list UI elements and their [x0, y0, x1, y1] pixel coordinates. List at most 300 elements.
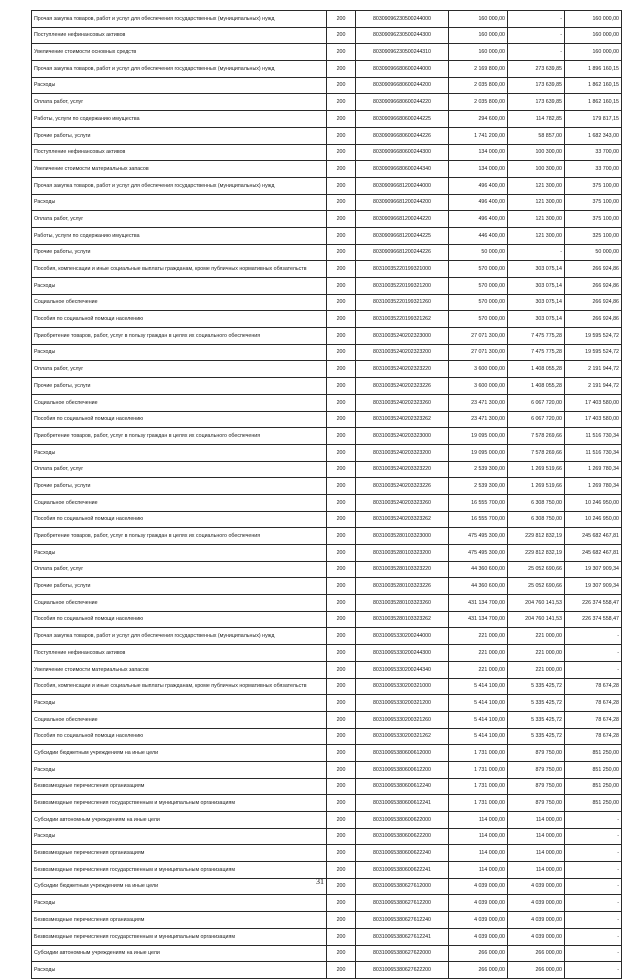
budget-code-cell: 80310035240202323220 [356, 361, 449, 378]
row-name-cell: Пособия, компенсации и иные социальные выплаты гражданам, кроме публичных нормативных обязательств [32, 261, 327, 278]
approved-amount-cell: 16 555 700,00 [449, 511, 508, 528]
executed-amount-cell: 879 750,00 [508, 761, 565, 778]
budget-code-cell: 80310035220199321260 [356, 294, 449, 311]
row-name-cell: Пособия по социальной помощи населению [32, 311, 327, 328]
approved-amount-cell: 160 000,00 [449, 27, 508, 44]
budget-code-cell: 80310035240203323260 [356, 494, 449, 511]
line-code-cell: 200 [327, 328, 356, 345]
unexecuted-amount-cell: - [565, 862, 622, 879]
executed-amount-cell: 4 039 000,00 [508, 878, 565, 895]
line-code-cell: 200 [327, 795, 356, 812]
table-row [32, 111, 622, 128]
approved-amount-cell: 160 000,00 [449, 44, 508, 61]
approved-amount-cell: 475 495 300,00 [449, 528, 508, 545]
table-row [32, 444, 622, 461]
budget-code-cell: 80310035280103323000 [356, 528, 449, 545]
table-row [32, 144, 622, 161]
executed-amount-cell: 1 408 055,28 [508, 378, 565, 395]
row-name-cell: Работы, услуги по содержанию имущества [32, 227, 327, 244]
row-name-cell: Расходы [32, 77, 327, 94]
budget-code-cell: 80310035280103323260 [356, 595, 449, 612]
unexecuted-amount-cell: 851 250,00 [565, 795, 622, 812]
line-code-cell: 200 [327, 528, 356, 545]
unexecuted-amount-cell: 160 000,00 [565, 44, 622, 61]
executed-amount-cell: 204 760 141,53 [508, 611, 565, 628]
budget-code-cell: 80310065380627612240 [356, 912, 449, 929]
approved-amount-cell: 2 169 800,00 [449, 61, 508, 78]
approved-amount-cell: 570 000,00 [449, 261, 508, 278]
approved-amount-cell: 19 095 000,00 [449, 428, 508, 445]
row-name-cell: Субсидии автономным учреждениям на иные цели [32, 945, 327, 962]
unexecuted-amount-cell: 179 817,15 [565, 111, 622, 128]
table-row [32, 661, 622, 678]
executed-amount-cell: 229 812 832,19 [508, 528, 565, 545]
unexecuted-amount-cell: - [565, 945, 622, 962]
budget-code-cell: 80310065330200244000 [356, 628, 449, 645]
budget-code-cell: 80310065380600622200 [356, 828, 449, 845]
line-code-cell: 200 [327, 595, 356, 612]
row-name-cell: Расходы [32, 695, 327, 712]
budget-code-cell: 80309096680600244225 [356, 111, 449, 128]
budget-code-cell: 80310065380600612241 [356, 795, 449, 812]
unexecuted-amount-cell: 10 246 950,00 [565, 511, 622, 528]
row-name-cell: Прочая закупка товаров, работ и услуг для обеспечения государственных (муниципальных) нужд [32, 11, 327, 28]
unexecuted-amount-cell: 245 682 467,81 [565, 545, 622, 562]
table-row [32, 828, 622, 845]
row-name-cell: Пособия, компенсации и иные социальные выплаты гражданам, кроме публичных нормативных обязательств [32, 678, 327, 695]
unexecuted-amount-cell: 325 100,00 [565, 227, 622, 244]
row-name-cell: Оплата работ, услуг [32, 361, 327, 378]
approved-amount-cell: 5 414 100,00 [449, 695, 508, 712]
budget-execution-table [31, 10, 622, 979]
executed-amount-cell: 303 075,14 [508, 278, 565, 295]
unexecuted-amount-cell: 17 403 580,00 [565, 394, 622, 411]
table-row [32, 812, 622, 829]
approved-amount-cell: 496 400,00 [449, 177, 508, 194]
unexecuted-amount-cell: 226 374 558,47 [565, 611, 622, 628]
budget-code-cell: 80310035240202323262 [356, 411, 449, 428]
table-row [32, 678, 622, 695]
budget-code-cell: 80310035220199321262 [356, 311, 449, 328]
line-code-cell: 200 [327, 411, 356, 428]
row-name-cell: Оплата работ, услуг [32, 211, 327, 228]
line-code-cell: 200 [327, 628, 356, 645]
budget-code-cell: 80309096230500244310 [356, 44, 449, 61]
unexecuted-amount-cell: 19 307 909,34 [565, 561, 622, 578]
executed-amount-cell: - [508, 11, 565, 28]
table-row [32, 428, 622, 445]
table-row [32, 61, 622, 78]
line-code-cell: 200 [327, 161, 356, 178]
budget-code-cell: 80310065380600622000 [356, 812, 449, 829]
unexecuted-amount-cell: - [565, 878, 622, 895]
row-name-cell: Приобретение товаров, работ, услуг в пользу граждан в целях их социального обеспечения [32, 428, 327, 445]
row-name-cell: Пособия по социальной помощи населению [32, 511, 327, 528]
budget-code-cell: 80310035240203323226 [356, 478, 449, 495]
line-code-cell: 200 [327, 77, 356, 94]
line-code-cell: 200 [327, 845, 356, 862]
budget-code-cell: 80310065330200321000 [356, 678, 449, 695]
approved-amount-cell: 4 039 000,00 [449, 928, 508, 945]
line-code-cell: 200 [327, 111, 356, 128]
line-code-cell: 200 [327, 27, 356, 44]
unexecuted-amount-cell: 851 250,00 [565, 761, 622, 778]
approved-amount-cell: 3 600 000,00 [449, 361, 508, 378]
row-name-cell: Прочая закупка товаров, работ и услуг для обеспечения государственных (муниципальных) нужд [32, 628, 327, 645]
approved-amount-cell: 1 741 200,00 [449, 127, 508, 144]
line-code-cell: 200 [327, 645, 356, 662]
executed-amount-cell: 100 300,00 [508, 161, 565, 178]
budget-code-cell: 80309096681200244225 [356, 227, 449, 244]
table-row [32, 294, 622, 311]
approved-amount-cell: 50 000,00 [449, 244, 508, 261]
executed-amount-cell: 4 039 000,00 [508, 928, 565, 945]
line-code-cell: 200 [327, 461, 356, 478]
table-row [32, 478, 622, 495]
unexecuted-amount-cell: 78 674,28 [565, 695, 622, 712]
budget-code-cell: 80310065380600612200 [356, 761, 449, 778]
approved-amount-cell: 266 000,00 [449, 945, 508, 962]
line-code-cell: 200 [327, 862, 356, 879]
executed-amount-cell: 204 760 141,53 [508, 595, 565, 612]
line-code-cell: 200 [327, 928, 356, 945]
row-name-cell: Поступление нефинансовых активов [32, 27, 327, 44]
approved-amount-cell: 114 000,00 [449, 862, 508, 879]
executed-amount-cell: 121 300,00 [508, 211, 565, 228]
approved-amount-cell: 475 495 300,00 [449, 545, 508, 562]
table-row [32, 328, 622, 345]
table-row [32, 628, 622, 645]
row-name-cell: Пособия по социальной помощи населению [32, 411, 327, 428]
executed-amount-cell: 5 335 425,72 [508, 678, 565, 695]
budget-code-cell: 80310065330200321262 [356, 728, 449, 745]
page-number: 31 [316, 877, 324, 886]
unexecuted-amount-cell: 50 000,00 [565, 244, 622, 261]
line-code-cell: 200 [327, 912, 356, 929]
table-row [32, 127, 622, 144]
table-row [32, 494, 622, 511]
row-name-cell: Безвозмездные перечисления организациям [32, 778, 327, 795]
budget-code-cell: 80309096681200244226 [356, 244, 449, 261]
executed-amount-cell: 114 000,00 [508, 862, 565, 879]
executed-amount-cell: 58 857,00 [508, 127, 565, 144]
unexecuted-amount-cell: 11 516 730,34 [565, 444, 622, 461]
unexecuted-amount-cell: 1 896 160,15 [565, 61, 622, 78]
approved-amount-cell: 570 000,00 [449, 311, 508, 328]
line-code-cell: 200 [327, 828, 356, 845]
line-code-cell: 200 [327, 711, 356, 728]
budget-code-cell: 80309096680600244340 [356, 161, 449, 178]
unexecuted-amount-cell: - [565, 928, 622, 945]
row-name-cell: Субсидии бюджетным учреждениям на иные цели [32, 878, 327, 895]
executed-amount-cell: - [508, 44, 565, 61]
unexecuted-amount-cell: 2 191 944,72 [565, 378, 622, 395]
line-code-cell: 200 [327, 895, 356, 912]
approved-amount-cell: 5 414 100,00 [449, 678, 508, 695]
executed-amount-cell: 879 750,00 [508, 778, 565, 795]
row-name-cell: Прочие работы, услуги [32, 127, 327, 144]
table-row [32, 44, 622, 61]
table-row [32, 561, 622, 578]
table-row [32, 545, 622, 562]
approved-amount-cell: 221 000,00 [449, 628, 508, 645]
row-name-cell: Прочая закупка товаров, работ и услуг для обеспечения государственных (муниципальных) нужд [32, 177, 327, 194]
executed-amount-cell: 121 300,00 [508, 227, 565, 244]
unexecuted-amount-cell: 78 674,28 [565, 711, 622, 728]
approved-amount-cell: 16 555 700,00 [449, 494, 508, 511]
table-row [32, 795, 622, 812]
line-code-cell: 200 [327, 545, 356, 562]
approved-amount-cell: 160 000,00 [449, 11, 508, 28]
unexecuted-amount-cell: 1 862 160,15 [565, 77, 622, 94]
unexecuted-amount-cell: - [565, 628, 622, 645]
table-row [32, 227, 622, 244]
line-code-cell: 200 [327, 94, 356, 111]
budget-code-cell: 80310035240202323226 [356, 378, 449, 395]
approved-amount-cell: 1 731 000,00 [449, 761, 508, 778]
unexecuted-amount-cell: 19 307 909,34 [565, 578, 622, 595]
budget-code-cell: 80309096680600244300 [356, 144, 449, 161]
executed-amount-cell: - [508, 244, 565, 261]
row-name-cell: Оплата работ, услуг [32, 94, 327, 111]
budget-code-cell: 80309096680600244000 [356, 61, 449, 78]
budget-code-cell: 80310035280103323226 [356, 578, 449, 595]
approved-amount-cell: 23 471 300,00 [449, 411, 508, 428]
row-name-cell: Безвозмездные перечисления государственным и муниципальным организациям [32, 862, 327, 879]
line-code-cell: 200 [327, 44, 356, 61]
row-name-cell: Расходы [32, 828, 327, 845]
approved-amount-cell: 221 000,00 [449, 661, 508, 678]
line-code-cell: 200 [327, 494, 356, 511]
unexecuted-amount-cell: 851 250,00 [565, 778, 622, 795]
executed-amount-cell: 173 639,85 [508, 94, 565, 111]
table-row [32, 862, 622, 879]
table-row [32, 578, 622, 595]
table-row [32, 845, 622, 862]
executed-amount-cell: 1 408 055,28 [508, 361, 565, 378]
budget-code-cell: 80310065380627622000 [356, 945, 449, 962]
line-code-cell: 200 [327, 278, 356, 295]
executed-amount-cell: - [508, 27, 565, 44]
approved-amount-cell: 2 539 300,00 [449, 478, 508, 495]
approved-amount-cell: 114 000,00 [449, 812, 508, 829]
row-name-cell: Безвозмездные перечисления организациям [32, 845, 327, 862]
table-row [32, 761, 622, 778]
line-code-cell: 200 [327, 561, 356, 578]
approved-amount-cell: 19 095 000,00 [449, 444, 508, 461]
table-row [32, 928, 622, 945]
executed-amount-cell: 221 000,00 [508, 628, 565, 645]
line-code-cell: 200 [327, 778, 356, 795]
line-code-cell: 200 [327, 511, 356, 528]
approved-amount-cell: 431 134 700,00 [449, 595, 508, 612]
budget-code-cell: 80309096230500244000 [356, 11, 449, 28]
executed-amount-cell: 4 039 000,00 [508, 912, 565, 929]
line-code-cell: 200 [327, 611, 356, 628]
approved-amount-cell: 114 000,00 [449, 845, 508, 862]
line-code-cell: 200 [327, 311, 356, 328]
budget-code-cell: 80310035240203323220 [356, 461, 449, 478]
unexecuted-amount-cell: 19 595 524,72 [565, 328, 622, 345]
table-row [32, 261, 622, 278]
table-row [32, 311, 622, 328]
budget-code-cell: 80309096680600244226 [356, 127, 449, 144]
budget-code-cell: 80310065330200244340 [356, 661, 449, 678]
row-name-cell: Оплата работ, услуг [32, 461, 327, 478]
unexecuted-amount-cell: 266 924,86 [565, 261, 622, 278]
budget-code-cell: 80310035240202323000 [356, 328, 449, 345]
approved-amount-cell: 134 000,00 [449, 144, 508, 161]
executed-amount-cell: 6 067 720,00 [508, 411, 565, 428]
executed-amount-cell: 229 812 832,19 [508, 545, 565, 562]
table-row [32, 344, 622, 361]
unexecuted-amount-cell: 33 700,00 [565, 144, 622, 161]
approved-amount-cell: 294 600,00 [449, 111, 508, 128]
unexecuted-amount-cell: 266 924,86 [565, 294, 622, 311]
approved-amount-cell: 4 039 000,00 [449, 912, 508, 929]
budget-code-cell: 80309096680600244220 [356, 94, 449, 111]
row-name-cell: Расходы [32, 444, 327, 461]
budget-code-cell: 80310035220199321200 [356, 278, 449, 295]
table-row [32, 645, 622, 662]
unexecuted-amount-cell: - [565, 895, 622, 912]
unexecuted-amount-cell: 226 374 558,47 [565, 595, 622, 612]
approved-amount-cell: 2 539 300,00 [449, 461, 508, 478]
budget-code-cell: 80309096681200244220 [356, 211, 449, 228]
budget-code-cell: 80310065380627612200 [356, 895, 449, 912]
unexecuted-amount-cell: 78 674,28 [565, 728, 622, 745]
line-code-cell: 200 [327, 444, 356, 461]
executed-amount-cell: 221 000,00 [508, 645, 565, 662]
approved-amount-cell: 221 000,00 [449, 645, 508, 662]
budget-code-cell: 80310035280103323262 [356, 611, 449, 628]
approved-amount-cell: 23 471 300,00 [449, 394, 508, 411]
executed-amount-cell: 7 578 269,66 [508, 428, 565, 445]
row-name-cell: Поступление нефинансовых активов [32, 144, 327, 161]
unexecuted-amount-cell: 160 000,00 [565, 11, 622, 28]
table-row [32, 194, 622, 211]
approved-amount-cell: 496 400,00 [449, 194, 508, 211]
row-name-cell: Расходы [32, 761, 327, 778]
budget-code-cell: 80310065380600622240 [356, 845, 449, 862]
row-name-cell: Пособия по социальной помощи населению [32, 728, 327, 745]
executed-amount-cell: 114 000,00 [508, 828, 565, 845]
unexecuted-amount-cell: 1 862 160,15 [565, 94, 622, 111]
table-row [32, 711, 622, 728]
line-code-cell: 200 [327, 728, 356, 745]
row-name-cell: Субсидии бюджетным учреждениям на иные цели [32, 745, 327, 762]
approved-amount-cell: 4 039 000,00 [449, 895, 508, 912]
line-code-cell: 200 [327, 945, 356, 962]
table-row [32, 11, 622, 28]
table-row [32, 945, 622, 962]
row-name-cell: Социальное обеспечение [32, 394, 327, 411]
unexecuted-amount-cell: 11 516 730,34 [565, 428, 622, 445]
table-row [32, 177, 622, 194]
unexecuted-amount-cell: 1 269 780,34 [565, 461, 622, 478]
budget-code-cell: 80310065330200244300 [356, 645, 449, 662]
approved-amount-cell: 2 035 800,00 [449, 77, 508, 94]
unexecuted-amount-cell: - [565, 645, 622, 662]
executed-amount-cell: 266 000,00 [508, 945, 565, 962]
unexecuted-amount-cell: - [565, 845, 622, 862]
executed-amount-cell: 1 269 519,66 [508, 478, 565, 495]
unexecuted-amount-cell: 851 250,00 [565, 745, 622, 762]
table-row [32, 27, 622, 44]
table-row [32, 361, 622, 378]
approved-amount-cell: 496 400,00 [449, 211, 508, 228]
line-code-cell: 200 [327, 144, 356, 161]
table-row [32, 778, 622, 795]
row-name-cell: Расходы [32, 278, 327, 295]
row-name-cell: Расходы [32, 344, 327, 361]
unexecuted-amount-cell: 33 700,00 [565, 161, 622, 178]
unexecuted-amount-cell: - [565, 828, 622, 845]
approved-amount-cell: 27 071 300,00 [449, 344, 508, 361]
line-code-cell: 200 [327, 177, 356, 194]
approved-amount-cell: 5 414 100,00 [449, 728, 508, 745]
approved-amount-cell: 431 134 700,00 [449, 611, 508, 628]
line-code-cell: 200 [327, 127, 356, 144]
table-row [32, 511, 622, 528]
table-row [32, 695, 622, 712]
executed-amount-cell: 121 300,00 [508, 177, 565, 194]
row-name-cell: Прочие работы, услуги [32, 478, 327, 495]
line-code-cell: 200 [327, 344, 356, 361]
line-code-cell: 200 [327, 61, 356, 78]
approved-amount-cell: 4 039 000,00 [449, 878, 508, 895]
table-row [32, 912, 622, 929]
line-code-cell: 200 [327, 361, 356, 378]
approved-amount-cell: 44 360 600,00 [449, 578, 508, 595]
approved-amount-cell: 44 360 600,00 [449, 561, 508, 578]
table-row [32, 895, 622, 912]
executed-amount-cell: 303 075,14 [508, 261, 565, 278]
unexecuted-amount-cell: 78 674,28 [565, 678, 622, 695]
approved-amount-cell: 2 035 800,00 [449, 94, 508, 111]
approved-amount-cell: 5 414 100,00 [449, 711, 508, 728]
budget-code-cell: 80310065330200321200 [356, 695, 449, 712]
approved-amount-cell: 1 731 000,00 [449, 778, 508, 795]
unexecuted-amount-cell: 10 246 950,00 [565, 494, 622, 511]
line-code-cell: 200 [327, 227, 356, 244]
executed-amount-cell: 173 639,85 [508, 77, 565, 94]
row-name-cell: Безвозмездные перечисления организациям [32, 912, 327, 929]
approved-amount-cell: 1 731 000,00 [449, 745, 508, 762]
line-code-cell: 200 [327, 261, 356, 278]
line-code-cell: 200 [327, 661, 356, 678]
budget-code-cell: 80310035220199321000 [356, 261, 449, 278]
row-name-cell: Оплата работ, услуг [32, 561, 327, 578]
budget-code-cell: 80310035240203323262 [356, 511, 449, 528]
table-row [32, 745, 622, 762]
budget-code-cell: 80310065330200321260 [356, 711, 449, 728]
executed-amount-cell: 6 308 750,00 [508, 511, 565, 528]
line-code-cell: 200 [327, 211, 356, 228]
unexecuted-amount-cell: 1 269 780,34 [565, 478, 622, 495]
executed-amount-cell: 303 075,14 [508, 294, 565, 311]
unexecuted-amount-cell: 266 924,86 [565, 278, 622, 295]
executed-amount-cell: 266 000,00 [508, 962, 565, 979]
table-row [32, 962, 622, 979]
budget-code-cell: 80310065380600612240 [356, 778, 449, 795]
unexecuted-amount-cell: 266 924,86 [565, 311, 622, 328]
budget-code-cell: 80310065380627612241 [356, 928, 449, 945]
budget-code-cell: 80309096230500244300 [356, 27, 449, 44]
executed-amount-cell: 879 750,00 [508, 795, 565, 812]
line-code-cell: 200 [327, 578, 356, 595]
executed-amount-cell: 6 308 750,00 [508, 494, 565, 511]
